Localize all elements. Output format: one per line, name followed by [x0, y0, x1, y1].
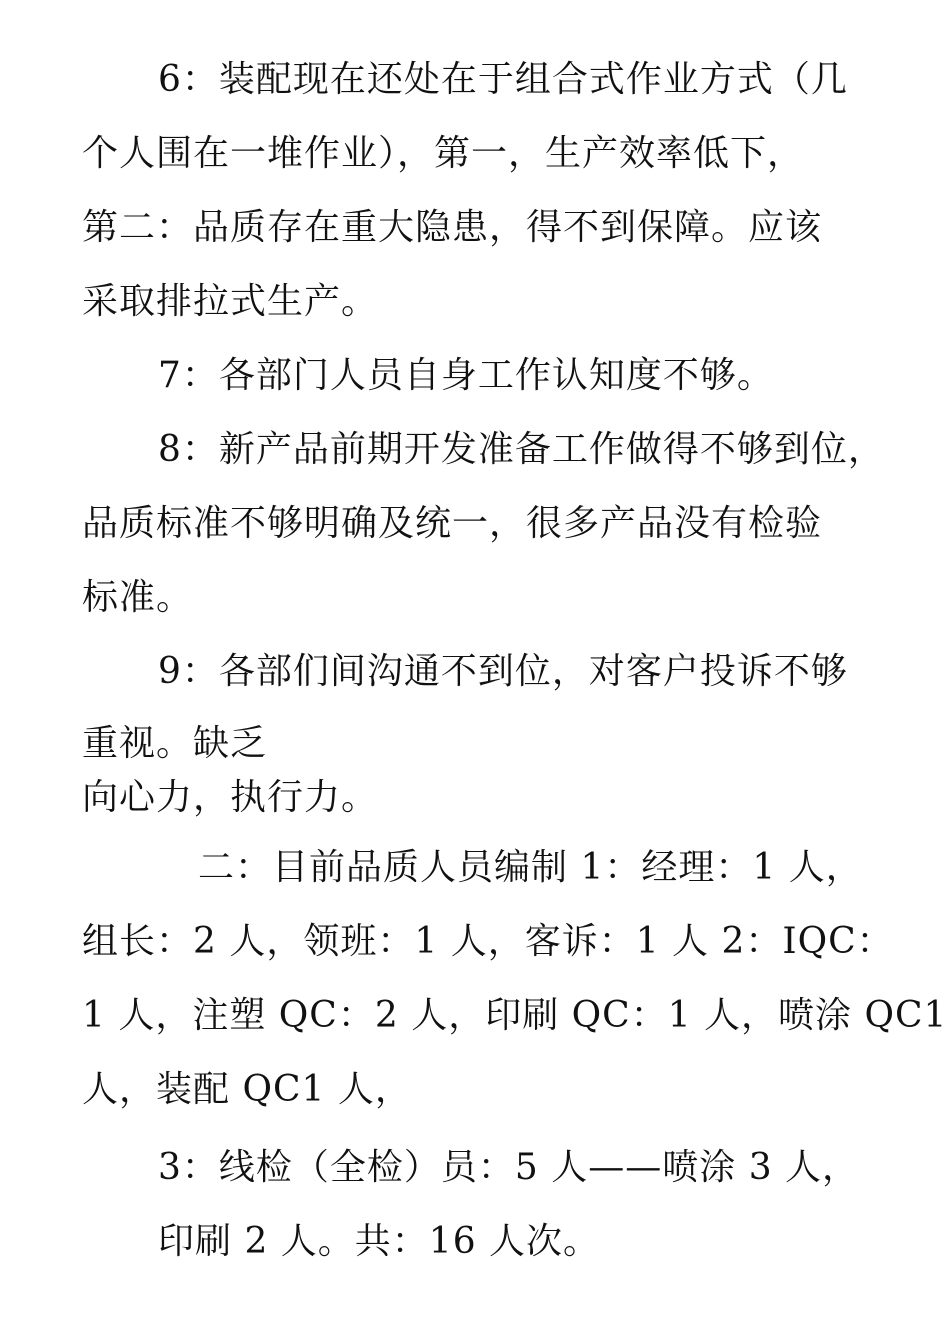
text-line-8: 标准。 — [82, 577, 194, 618]
text-line-11: 向心力，执行力。 — [82, 777, 379, 818]
text-line-6: 8：新产品前期开发准备工作做得不够到位， — [158, 429, 885, 470]
text-line-15: 人，装配 QC1 人， — [82, 1069, 412, 1110]
text-line-3: 第二：品质存在重大隐患，得不到保障。应该 — [82, 207, 823, 248]
text-line-16: 3：线检（全检）员：5 人——喷涂 3 人， — [158, 1147, 860, 1188]
text-line-14: 1 人，注塑 QC：2 人，印刷 QC：1 人，喷涂 QC1 — [82, 995, 948, 1036]
text-line-17: 印刷 2 人。共：16 人次。 — [158, 1221, 601, 1262]
text-line-10: 重视。缺乏 — [82, 723, 268, 764]
text-line-5: 7：各部门人员自身工作认知度不够。 — [158, 355, 774, 396]
text-line-12: 二：目前品质人员编制 1：经理：1 人， — [198, 847, 863, 888]
text-line-1: 6：装配现在还处在于组合式作业方式（几 — [158, 59, 848, 100]
text-line-9: 9：各部们间沟通不到位，对客户投诉不够 — [158, 651, 848, 692]
text-line-2: 个人围在一堆作业），第一，生产效率低下， — [82, 133, 805, 174]
text-line-4: 采取排拉式生产。 — [82, 281, 379, 322]
text-line-7: 品质标准不够明确及统一，很多产品没有检验 — [82, 503, 823, 544]
text-line-13: 组长：2 人，领班：1 人，客诉：1 人 2：IQC： — [82, 921, 894, 962]
